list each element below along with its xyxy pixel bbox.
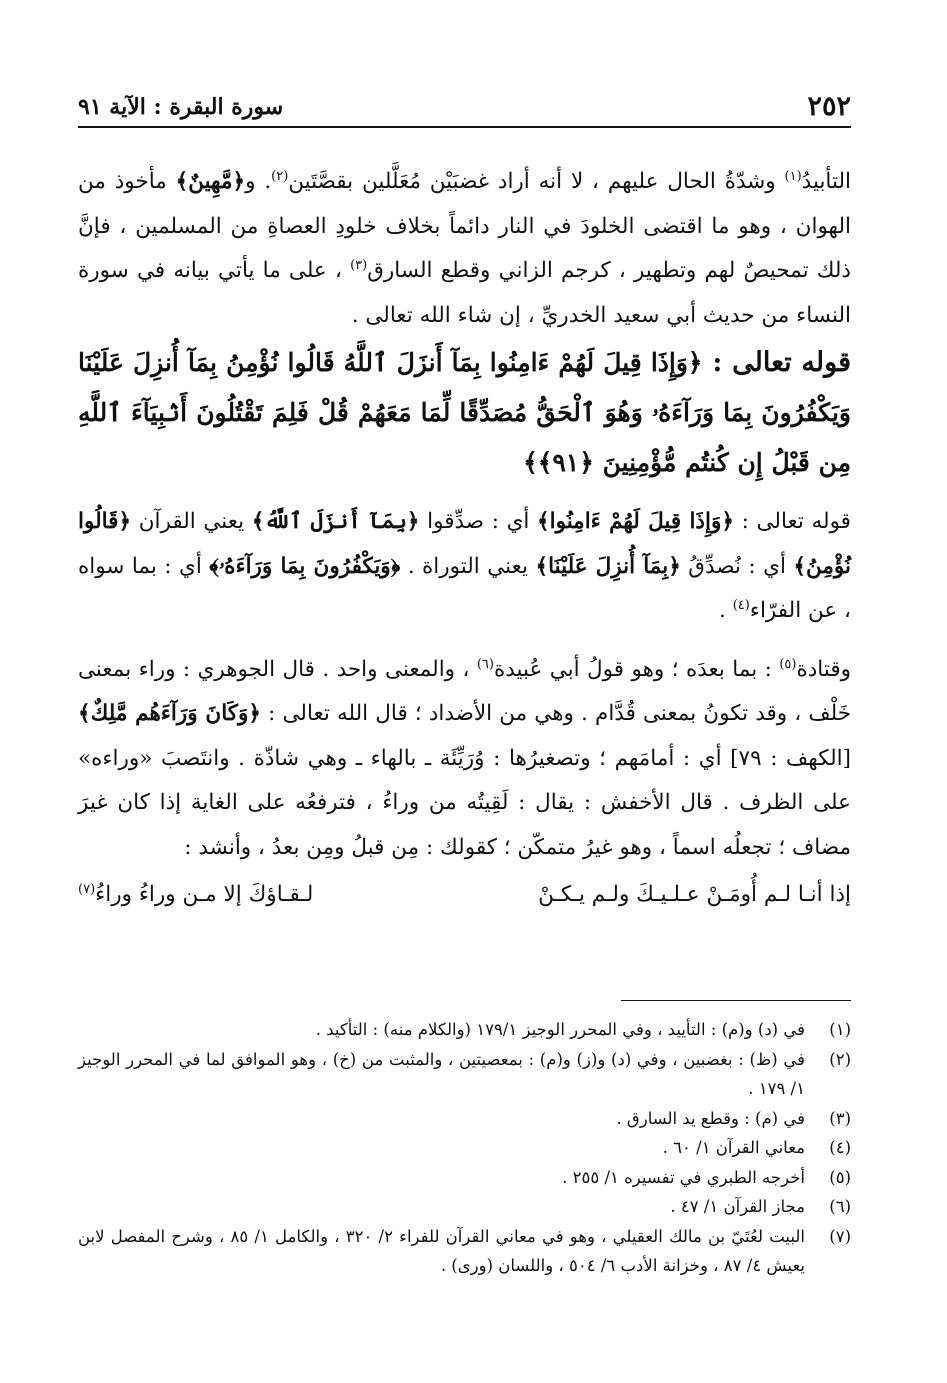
quran-quote: ﴿وَيَكْفُرُونَ بِمَا وَرَآءَهُۥ﴾ bbox=[209, 553, 401, 579]
footnote-item bbox=[78, 1192, 851, 1222]
footnote-item bbox=[78, 1045, 851, 1104]
poem-verse bbox=[78, 870, 851, 920]
footnote-ref-5: (٥) bbox=[779, 656, 797, 672]
text-span: ، على ما يأتي بيانه في سورة النساء من حديث أبي سعيد الخدريِّ ، إن شاء الله تعالى . bbox=[78, 258, 851, 328]
footnote-item bbox=[78, 1015, 851, 1045]
footnote-separator bbox=[621, 1000, 851, 1001]
footnote-number: (١) bbox=[829, 1020, 851, 1039]
text-span: أي : بما سواه ، عن الفرّاء bbox=[78, 553, 851, 623]
footnote-ref-3: (٣) bbox=[350, 257, 368, 273]
text-span: : بما بعدَه ؛ وهو قولُ أبي عُبيدة bbox=[493, 656, 780, 682]
running-title: سورة البقرة : الآية ٩١ bbox=[78, 94, 284, 120]
text-span: أي : نُصدِّقُ bbox=[680, 553, 794, 579]
footnote-ref-4: (٤) bbox=[732, 597, 750, 613]
poem-hemistich-first: إذا أنـا لـم أُومَـنْ عـلـيـكَ ولـم يـكـنْ bbox=[538, 882, 851, 907]
footnote-number: (٧) bbox=[829, 1226, 851, 1246]
footnote-ref-2: (٢) bbox=[271, 168, 289, 184]
footnote-text: أخرجه الطبري في تفسيره ١/ ٢٥٥ . bbox=[562, 1167, 805, 1187]
text-span: مأخوذ من الهوان ، وهو ما اقتضى الخلودَ في النار دائماً بخلاف خلودِ العصاةِ من المسلمين ، فإنَّ ذلك تمحيصٌ لهم وتطهير ، كرجم الزاني وقطع السارق bbox=[78, 169, 851, 283]
text-span: يعني القرآن bbox=[131, 509, 252, 534]
quran-quote: ﴿وَإِذَا قِيلَ لَهُمْ ءَامِنُوا﴾ bbox=[537, 509, 734, 534]
footnote-ref-6: (٦) bbox=[476, 656, 494, 672]
page-header bbox=[78, 86, 851, 128]
text-span: أي : صدِّقوا bbox=[419, 509, 538, 534]
footnote-text: معاني القرآن ١/ ٦٠ . bbox=[662, 1138, 805, 1157]
paragraph-3 bbox=[78, 648, 851, 871]
verse-label: قوله تعالى : bbox=[702, 347, 851, 378]
footnote-text: في (د) و(م) : التأييد ، وفي المحرر الوجيز ١٧٩/١ (والكلام منه) : التأكيد . bbox=[315, 1020, 805, 1039]
page-number: ٢٥٢ bbox=[807, 91, 851, 122]
footnote-ref-1: (١) bbox=[784, 168, 802, 184]
footnote-text: في (م) : وقطع يد السارق . bbox=[616, 1108, 805, 1128]
quran-quote: ﴿قَالُوا نُؤْمِنُ﴾ bbox=[78, 509, 851, 579]
footnote-number: (٢) bbox=[829, 1049, 851, 1069]
paragraph-1 bbox=[78, 160, 851, 338]
footnotes bbox=[78, 1015, 851, 1281]
verse-text: ﴿وَإِذَا قِيلَ لَهُمْ ءَامِنُوا بِمَآ أَنزَلَ ٱللَّهُ قَالُوا نُؤْمِنُ بِمَآ أُنزِلَ عَلَيْنَا وَيَكْفُرُونَ بِمَا وَرَآءَهُۥ وَهُوَ ٱلْحَقُّ مُصَدِّقًا لِّمَا مَعَهُمْ قُلْ فَلِمَ تَقْتُلُونَ أَنۢبِيَآءَ ٱللَّهِ مِن قَبْلُ إِن كُنتُم مُّؤْمِنِينَ ﴿٩١﴾﴾ bbox=[78, 348, 851, 477]
text-span: ، والمعنى واحد . قال الجوهري : وراء بمعنى خَلْف ، وقد تكونُ بمعنى قُدَّام . وهي من الأضداد ؛ قال الله تعالى : bbox=[78, 656, 851, 726]
footnote-item bbox=[78, 1222, 851, 1281]
text-span: يعني التوراة . bbox=[400, 553, 536, 579]
footnote-number: (٥) bbox=[829, 1167, 851, 1187]
text-span: . و bbox=[245, 169, 272, 194]
poem-hemistich-second bbox=[78, 870, 313, 920]
text-span: وقتادة bbox=[796, 656, 852, 682]
main-text bbox=[78, 160, 851, 920]
text-span: لـقـاؤكَ إلا مـن وراءُ وراءُ bbox=[95, 882, 314, 907]
quran-quote: ﴿بِمَآ أَنزَلَ ٱللَّهُ﴾ bbox=[251, 509, 420, 534]
footnote-item bbox=[78, 1104, 851, 1134]
footnote-number: (٦) bbox=[829, 1197, 851, 1216]
text-span: . bbox=[719, 598, 733, 623]
footnote-item bbox=[78, 1133, 851, 1163]
footnote-number: (٣) bbox=[829, 1108, 851, 1128]
quran-quote: ﴿وَكَانَ وَرَآءَهُم مَّلِكٌ﴾ bbox=[78, 701, 261, 726]
paragraph-2 bbox=[78, 500, 851, 634]
quran-quote: ﴿بِمَآ أُنزِلَ عَلَيْنَا﴾ bbox=[535, 553, 681, 579]
footnote-item bbox=[78, 1163, 851, 1193]
text-span: وشدّةُ الحال عليهم ، لا أنه أراد غضبَيْن مُعَلَّلين بقصَّتَين bbox=[288, 169, 785, 194]
footnote-text: البيت لعُتَيّ بن مالك العقيلي ، وهو في معاني القرآن للفراء ٢/ ٣٢٠ ، والكامل ١/ ٨٥ ، وشرح المفصل لابن يعيش ٤/ ٨٧ ، وخزانة الأدب ٦/ ٥٠٤ ، واللسان (ورى) . bbox=[78, 1226, 805, 1275]
text-span: قوله تعالى : bbox=[733, 509, 851, 534]
text-span: التأبيدُ bbox=[801, 169, 851, 194]
footnote-number: (٤) bbox=[829, 1138, 851, 1157]
verse-heading bbox=[78, 338, 851, 488]
quran-quote: ﴿مَّهِينٌ﴾ bbox=[175, 169, 246, 194]
footnote-ref-7: (٧) bbox=[78, 881, 96, 897]
footnote-text: مجاز القرآن ١/ ٤٧ . bbox=[670, 1197, 805, 1216]
footnote-text: في (ظ) : بغضبين ، وفي (د) و(ز) و(م) : بمعصيتين ، والمثبت من (خ) ، وهو الموافق لما في المحرر الوجيز ١/ ١٧٩ . bbox=[78, 1049, 805, 1098]
text-span: [الكهف : ٧٩] أي : أمامَهم ؛ وتصغيرُها : وُرَيِّئَة ـ بالهاء ـ وهي شاذّة . وانتَصبَ «وراءه» على الظرف . قال الأخفش : يقال : لَقِيتُه من وراءُ ، فترفعُه على الغاية إذا كان غيرَ مضاف ؛ تجعلُه اسماً ، وهو غيرُ متمكّن ؛ كقولك : مِن قبلُ ومِن بعدُ ، وأنشد : bbox=[78, 745, 851, 860]
